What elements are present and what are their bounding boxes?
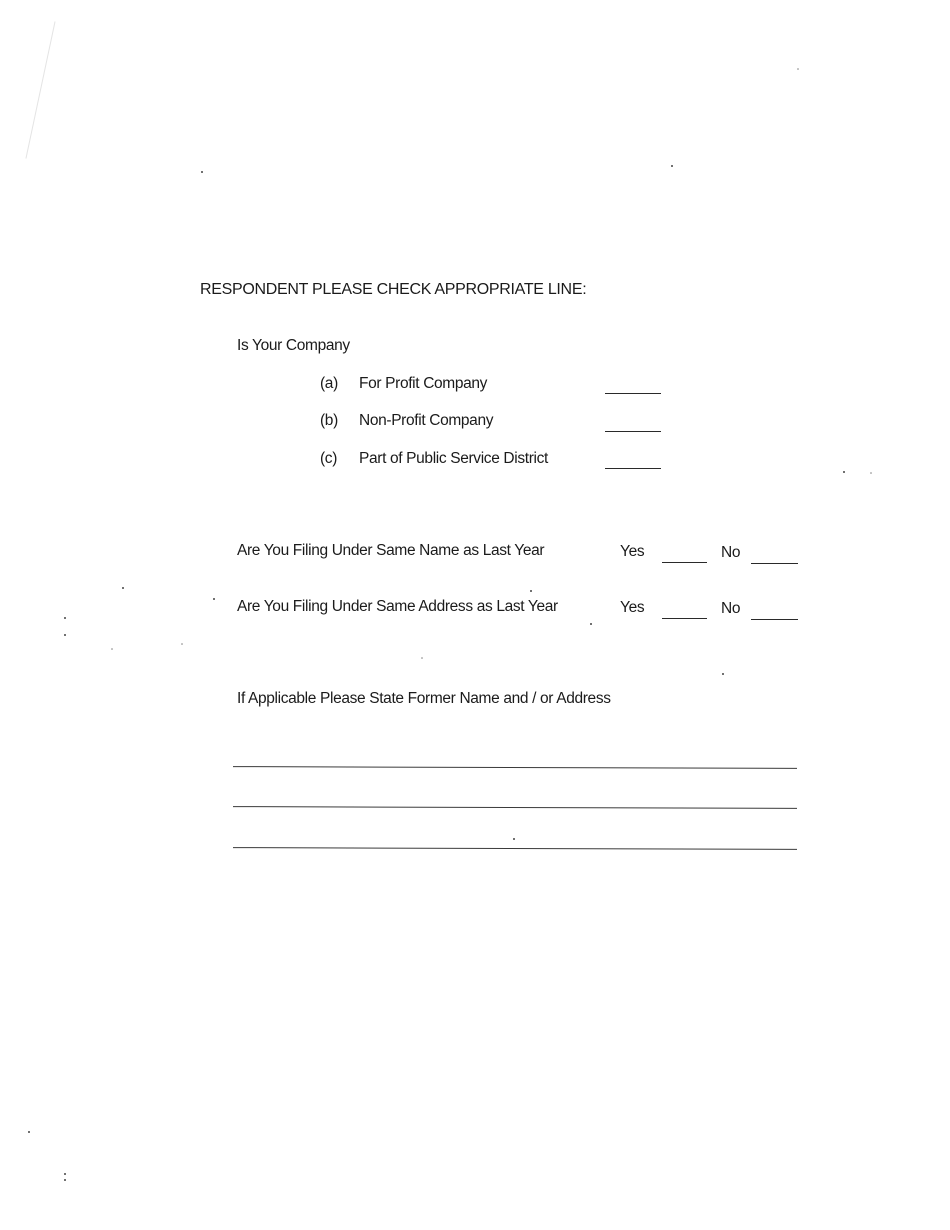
scan-speck (64, 617, 66, 619)
same-address-no-line[interactable] (751, 619, 798, 620)
scan-speck (64, 634, 66, 636)
scan-speck (843, 471, 845, 473)
former-address-line-2[interactable] (233, 806, 797, 809)
scan-speck (111, 648, 113, 650)
same-name-yes-line[interactable] (662, 562, 707, 563)
scan-speck (722, 673, 724, 675)
option-label-non-profit: Non-Profit Company (359, 412, 494, 429)
same-name-no-line[interactable] (751, 563, 798, 564)
same-name-yes-label: Yes (620, 543, 645, 560)
company-question: Is Your Company (237, 337, 350, 354)
scan-speck (513, 838, 515, 840)
option-marker: (b) (320, 412, 338, 429)
same-address-no-label: No (721, 600, 741, 617)
scan-speck (671, 165, 673, 167)
scan-speck (590, 623, 592, 625)
scan-speck (181, 643, 183, 645)
scan-speck (870, 472, 872, 474)
option-marker: (c) (320, 450, 338, 467)
form-instruction: RESPONDENT PLEASE CHECK APPROPRIATE LINE: (200, 281, 587, 298)
scan-streak (25, 21, 55, 158)
scan-speck (122, 587, 124, 589)
scan-speck (797, 68, 799, 70)
scan-speck (201, 171, 203, 173)
same-name-no-label: No (721, 544, 741, 561)
same-address-question: Are You Filing Under Same Address as Last Year (237, 598, 558, 615)
scan-speck (530, 590, 532, 592)
option-label-public-service: Part of Public Service District (359, 450, 548, 467)
scan-speck (28, 1131, 30, 1133)
option-marker: (a) (320, 375, 338, 392)
scan-speck (421, 657, 423, 659)
same-name-question: Are You Filing Under Same Name as Last Year (237, 542, 545, 559)
same-address-yes-label: Yes (620, 599, 645, 616)
scan-speck (213, 598, 215, 600)
for-profit-check-line[interactable] (605, 393, 661, 394)
option-label-for-profit: For Profit Company (359, 375, 488, 392)
former-address-line-1[interactable] (233, 766, 797, 769)
scan-speck (64, 1179, 66, 1181)
scan-speck (64, 1173, 66, 1175)
public-service-check-line[interactable] (605, 468, 661, 469)
same-address-yes-line[interactable] (662, 618, 707, 619)
non-profit-check-line[interactable] (605, 431, 661, 432)
former-name-address-prompt: If Applicable Please State Former Name and / or Address (237, 690, 611, 707)
former-address-line-3[interactable] (233, 847, 797, 850)
